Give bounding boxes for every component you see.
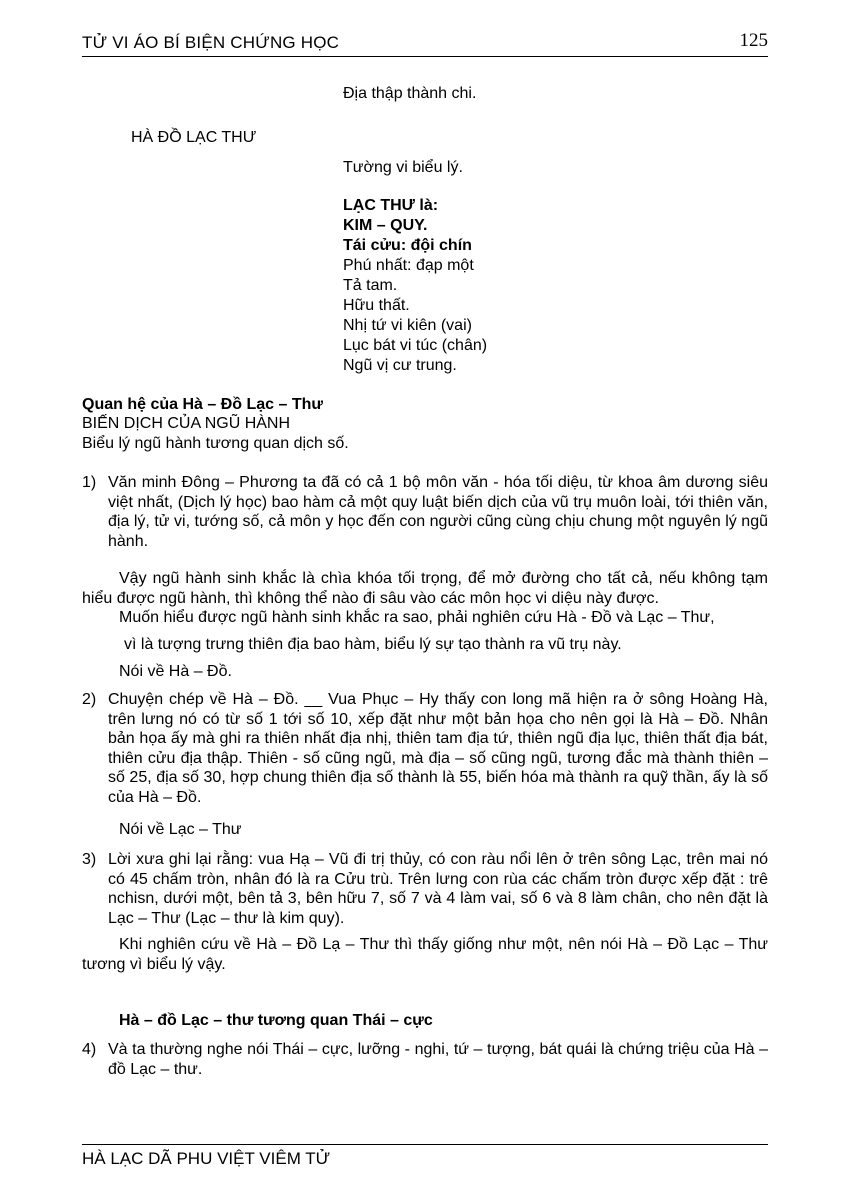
list-item-4 (82, 1040, 768, 1079)
item-text: Và ta thường nghe nói Thái – cực, lưỡng - nghi, tứ – tượng, bát quái là chứng triệu của Hà – đồ Lạc – thư. (108, 1041, 768, 1078)
section-subtitle: Biểu lý ngũ hành tương quan dịch số. (82, 435, 349, 452)
line-dia-thap: Địa thập thành chi. (343, 85, 477, 102)
page-footer (82, 1144, 768, 1168)
lac-thu-line-6: Ngũ vị cư trung. (343, 357, 457, 374)
item-text: Chuyện chép về Hà – Đồ. __ Vua Phục – Hy thấy con long mã hiện ra ở sông Hoàng Hà, trên lưng nó có từ số 1 tới số 10, xếp đặt như một bản họa cho nên gọi là Hà – Đồ. Nhân bản họa ấy mà ghi ra thiên nhất địa nhị, thiên tam địa tứ, thiên ngũ địa lục, thiên thất địa bát, thiên cửu địa thập. Thiên - số cũng ngũ, mà địa – số cũng ngũ, tương đắc mà thành thiên – số 25, địa số 30, hợp chung thiên địa số thành là 55, biến hóa mà thành ra quỹ thần, ấy là số của Hà – Đồ. (108, 691, 768, 806)
lac-thu-line-5: Lục bát vi túc (chân) (343, 337, 488, 354)
section-heading-quan-he: Quan hệ của Hà – Đồ Lạc – Thư (82, 396, 323, 413)
footer-author: HÀ LẠC DÃ PHU VIỆT VIÊM TỬ (82, 1149, 331, 1168)
lac-thu-line-4: Nhị tứ vi kiên (vai) (343, 317, 472, 334)
paragraph-muon-hieu: Muốn hiểu được ngũ hành sinh khắc ra sao, phải nghiên cứu Hà - Đồ và Lạc – Thư, (119, 609, 715, 626)
lac-thu-bold-1: LẠC THƯ là: (343, 197, 439, 214)
book-title: TỬ VI ÁO BÍ BIỆN CHỨNG HỌC (82, 33, 340, 52)
paragraph-khi-nghien-cuu: Khi nghiên cứu về Hà – Đồ Lạ – Thư thì thấy giống như một, nên nói Hà – Đồ Lạc – Thư tương vì biểu lý vậy. (82, 936, 768, 973)
paragraph-vi-la: vì là tượng trưng thiên địa bao hàm, biểu lý sự tạo thành ra vũ trụ này. (124, 636, 622, 653)
lac-thu-line-3: Hữu thất. (343, 297, 410, 314)
list-item-3 (82, 850, 768, 928)
list-item-1 (82, 473, 768, 551)
section-heading-thai-cuc: Hà – đồ Lạc – thư tương quan Thái – cực (119, 1012, 433, 1029)
page-header (82, 30, 768, 57)
paragraph-noi-ve-lac-thu: Nói về Lạc – Thư (119, 821, 242, 838)
item-text: Lời xưa ghi lại rằng: vua Hạ – Vũ đi trị thủy, có con ràu nổi lên ở trên sông Lạc, trên mai nó có 45 chấm tròn, nhân đó là ra Cửu trù. Trên lưng con rùa các chấm tròn được xếp đặt : trê nchisn, dưới một, bên tả 3, bên hữu 7, số 7 và 4 làm vai, số 6 và 8 làm chân, cho nên đặt là Lạc – Thư (Lạc – thư là kim quy). (108, 851, 768, 927)
lac-thu-bold-2: KIM – QUY. (343, 217, 428, 234)
paragraph-ngu-hanh: Vậy ngũ hành sinh khắc là chìa khóa tối trọng, để mở đường cho tất cả, nếu không tạm hiểu được ngũ hành, thì không thể nào đi sâu vào các môn học vi diệu này được. (82, 570, 768, 607)
item-number: 1) (82, 474, 97, 491)
page-number: 125 (739, 30, 768, 51)
lac-thu-line-2: Tả tam. (343, 277, 398, 294)
item-number: 2) (82, 691, 97, 708)
item-number: 3) (82, 851, 97, 868)
list-item-2 (82, 690, 768, 807)
section-subheading: BIẾN DỊCH CỦA NGŨ HÀNH (82, 415, 291, 432)
item-text: Văn minh Đông – Phương ta đã có cả 1 bộ môn văn - hóa tối diệu, từ khoa âm dương siêu việt nhất, (Dịch lý học) bao hàm cả một quy luật biến dịch của vũ trụ muôn loài, tới thiên văn, địa lý, tử vi, tướng số, cả môn y học đến con người cũng cùng chịu chung một nguyên lý ngũ hành. (108, 474, 768, 550)
lac-thu-bold-3: Tái cửu: đội chín (343, 237, 472, 254)
paragraph-noi-ve-ha-do: Nói về Hà – Đồ. (119, 663, 232, 680)
item-number: 4) (82, 1041, 97, 1058)
line-tuong-vi: Tường vi biểu lý. (343, 159, 463, 176)
line-ha-do-lac-thu: HÀ ĐỒ LẠC THƯ (131, 129, 257, 146)
lac-thu-line-1: Phú nhất: đạp một (343, 257, 474, 274)
